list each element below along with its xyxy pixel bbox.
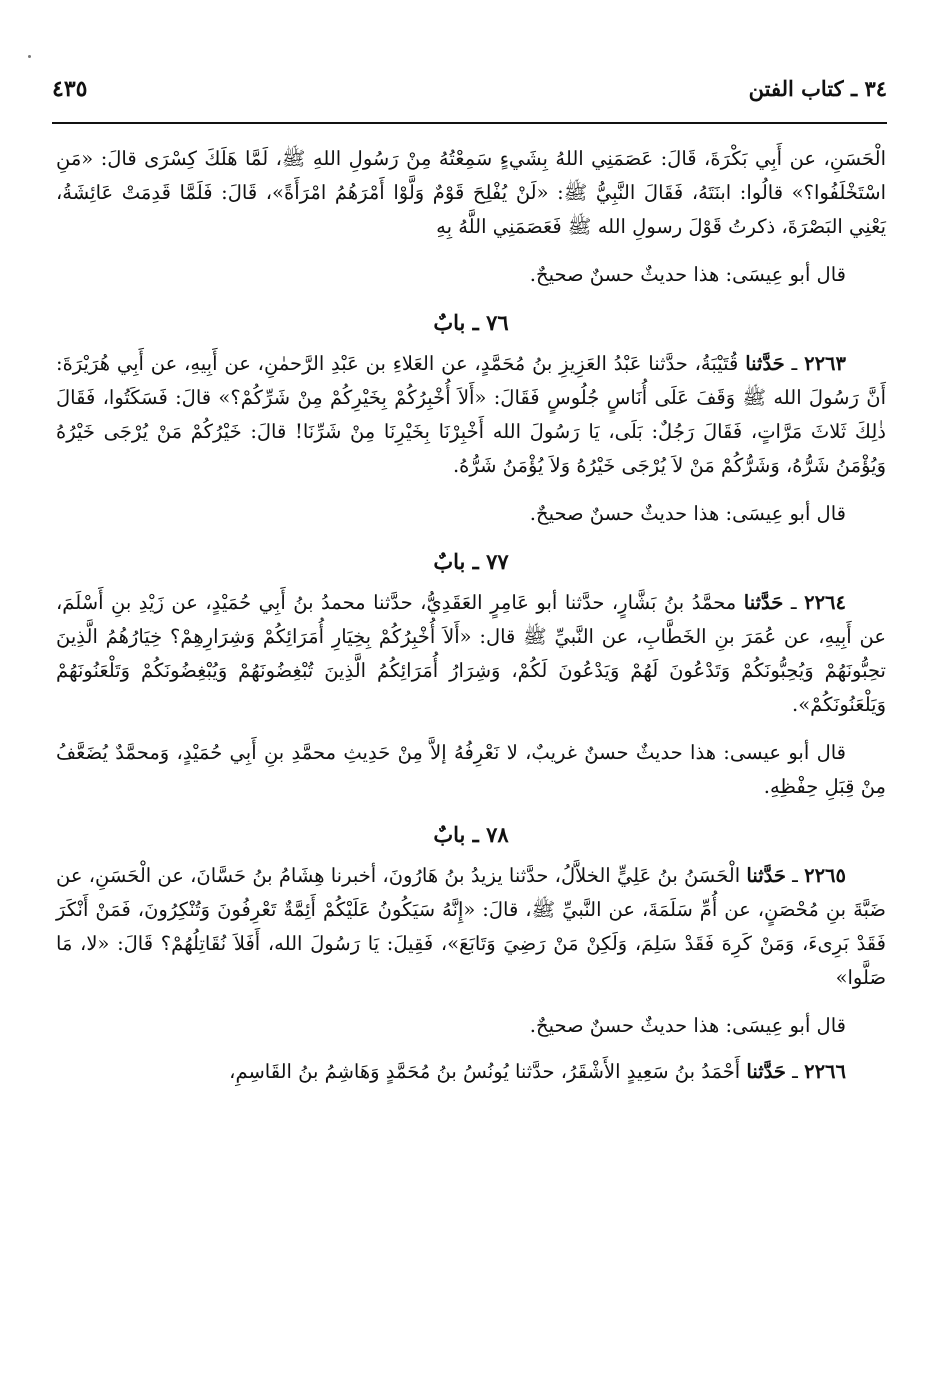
page-header [52,68,887,124]
intro-grading: قال أبو عِيسَى: هذا حديثٌ حسنٌ صحيحٌ. [529,263,846,286]
section-77 [56,549,886,804]
hadith-text: قُتَيْبَةُ، حدَّثنا عَبْدُ العَزِيزِ بنُ مُحَمَّدٍ، عن العَلاءِ بن عَبْدِ الرَّحمٰنِ، عن أَبِيهِ، عن أَبِي هُرَيْرَةَ: أَنَّ رَسُولَ الله ﷺ وَقَفَ عَلَى أُنَاسٍ جُلُوسٍ فَقَالَ: «أَلاَ أُخْبِرُكُمْ بِخَيْرِكُمْ مِنْ شَرِّكُمْ؟» قالَ: فَسَكَتُوا، فَقَالَ ذٰلِكَ ثَلاثَ مَرَّاتٍ، فَقَالَ رَجُلٌ: بَلَى، يَا رَسُولَ الله أَخْبِرْنَا بِخَيْرِنَا مِنْ شَرِّنَا! قالَ: خَيْرُكُمْ مَنْ يُرْجَى خَيْرُهُ وَيُؤْمَنُ شَرُّهُ، وَشَرُّكُمْ مَنْ لاَ يُرْجَى خَيْرُهُ وَلاَ يُؤْمَنُ شَرُّهُ. [56,352,886,477]
hadith-text: محمَّدُ بنُ بَشَّارٍ، حدَّثنا أبو عَامِرٍ العَقَدِيُّ، حدَّثنا محمدُ بنُ أَبِي حُمَيْدٍ، عن زَيْدِ بنِ أَسْلَمَ، عن أَبِيهِ، عن عُمَرَ بنِ الخَطَّابِ، عن النَّبيِّ ﷺ قال: «أَلاَ أُخْبِرُكُمْ بِخِيَارِ أُمَرَائِكُمْ وَشِرَارِهِمْ؟ خِيَارُهُمُ الَّذِينَ تحِبُّونَهُمْ وَيُحِبُّونَكُمْ وَتَدْعُونَ لَهُمْ وَيَدْعُونَ لَكُمْ، وَشِرَارُ أُمَرَائِكُمُ الَّذِينَ تُبْغِضُونَهُمْ وَيُبْغِضُونَكُمْ وَتَلْعَنُونَهُمْ وَيَلْعَنُونَكُمْ». [56,591,886,716]
intro-paragraph: الْحَسَنِ، عن أَبِي بَكْرَةَ، قَالَ: عَصَمَنِي اللهُ بِشَيءٍ سَمِعْتُهُ مِنْ رَسُولِ اللهِ ﷺ، لَمَّا هَلَكَ كِسْرَى قالَ: «مَنِ اسْتَخْلَفُوا؟» قالُوا: ابنَتَهُ، فَقَالَ النَّبِيُّ ﷺ: «لَنْ يُفْلِحَ قَوْمٌ وَلَّوْا أَمْرَهُمُ امْرَأَةً»، قَالَ: فَلَمَّا قَدِمَتْ عَائِشَةُ، يَعْنِي البَصْرَةَ، ذكرتُ قَوْلَ رسولِ الله ﷺ فَعَصَمَنِي اللَّهُ بِهِ [56,147,886,238]
haddathana-word: حَدَّثنا [743,591,784,614]
hadith-number: ٢٢٦٤ [804,591,846,614]
hadith-grading: قال أبو عيسى: هذا حديثٌ حسنٌ غريبٌ، لا نَعْرِفُهُ إلاَّ مِنْ حَدِيثِ محمَّدِ بنِ أَبِي حُمَيْدٍ، وَمحمَّدٌ يُضَعَّفُ مِنْ قِبَلِ حِفْظِهِ. [56,741,886,798]
page-body [56,142,886,1089]
section-78 [56,822,886,1043]
hadith-number: ٢٢٦٣ [804,352,846,375]
hadith-text: أَحْمَدُ بنُ سَعِيدٍ الأَشْقَرُ، حدَّثنا يُونُسُ بنُ مُحَمَّدٍ وَهَاشِمُ بنُ القَاسِمِ، [229,1060,741,1083]
header-rule [52,122,887,124]
section-heading: ٧٧ ـ بابٌ [433,549,509,574]
section-heading: ٧٦ ـ بابٌ [433,310,509,335]
hadith-grading: قال أبو عِيسَى: هذا حديثٌ حسنٌ صحيحٌ. [529,502,846,525]
hadith-number: ٢٢٦٥ [804,864,846,887]
section-heading: ٧٨ ـ بابٌ [433,822,509,847]
chapter-title: ٣٤ ـ كتاب الفتن [748,76,887,101]
hadith-number: ٢٢٦٦ [804,1060,846,1083]
scan-speck [28,55,31,58]
hadith-paragraph-last: ٢٢٦٦ ـ حَدَّثنا أَحْمَدُ بنُ سَعِيدٍ الأَشْقَرُ، حدَّثنا يُونُسُ بنُ مُحَمَّدٍ وَهَاشِمُ بنُ القَاسِمِ، [229,1060,846,1083]
hadith-paragraph: ٢٢٦٣ ـ حَدَّثنا قُتَيْبَةُ، حدَّثنا عَبْدُ العَزِيزِ بنُ مُحَمَّدٍ، عن العَلاءِ بن عَبْدِ الرَّحمٰنِ، عن أَبِيهِ، عن أَبِي هُرَيْرَةَ: أَنَّ رَسُولَ الله ﷺ وَقَفَ عَلَى أُنَاسٍ جُلُوسٍ فَقَالَ: «أَلاَ أُخْبِرُكُمْ بِخَيْرِكُمْ مِنْ شَرِّكُمْ؟» قالَ: فَسَكَتُوا، فَقَالَ ذٰلِكَ ثَلاثَ مَرَّاتٍ، فَقَالَ رَجُلٌ: بَلَى، يَا رَسُولَ الله أَخْبِرْنَا بِخَيْرِنَا مِنْ شَرِّنَا! قالَ: خَيْرُكُمْ مَنْ يُرْجَى خَيْرُهُ وَيُؤْمَنُ شَرُّهُ، وَشَرُّكُمْ مَنْ لاَ يُرْجَى خَيْرُهُ وَلاَ يُؤْمَنُ شَرُّهُ. [56,352,886,477]
haddathana-word: حَدَّثنا [745,352,785,375]
hadith-grading: قال أبو عِيسَى: هذا حديثٌ حسنٌ صحيحٌ. [529,1014,846,1037]
hadith-text: الْحَسَنُ بنُ عَلِيٍّ الخلاَّلُ، حدَّثنا يزيدُ بنُ هَارُونَ، أخبرنا هِشَامُ بنُ حَسَّانَ، عن الْحَسَنِ، عن ضَبَّةَ بنِ مُحْصَنٍ، عن أُمِّ سَلَمَةَ، عن النَّبيِّ ﷺ، قالَ: «إِنَّهُ سَيَكُونُ عَلَيْكُمْ أَئِمَّةٌ تَعْرِفُونَ وَتُنْكِرُونَ، فَمَنْ أَنْكَرَ فَقَدْ بَرِىءَ، وَمَنْ كَرِهَ فَقَدْ سَلِمَ، وَلَكِنْ مَنْ رَضِيَ وَتَابَعَ»، فَقِيلَ: يَا رَسُولَ الله، أَفَلاَ نُقَاتِلُهُمْ؟ قَالَ: «لا، مَا صَلَّوا» [56,864,886,989]
page-number: ٤٣٥ [52,76,88,102]
haddathana-word: حَدَّثنا [746,864,786,887]
hadith-paragraph: ٢٢٦٤ ـ حَدَّثنا محمَّدُ بنُ بَشَّارٍ، حدَّثنا أبو عَامِرٍ العَقَدِيُّ، حدَّثنا محمدُ بنُ أَبِي حُمَيْدٍ، عن زَيْدِ بنِ أَسْلَمَ، عن أَبِيهِ، عن عُمَرَ بنِ الخَطَّابِ، عن النَّبيِّ ﷺ قال: «أَلاَ أُخْبِرُكُمْ بِخِيَارِ أُمَرَائِكُمْ وَشِرَارِهِمْ؟ خِيَارُهُمُ الَّذِينَ تحِبُّونَهُمْ وَيُحِبُّونَكُمْ وَتَدْعُونَ لَهُمْ وَيَدْعُونَ لَكُمْ، وَشِرَارُ أُمَرَائِكُمُ الَّذِينَ تُبْغِضُونَهُمْ وَيُبْغِضُونَكُمْ وَتَلْعَنُونَهُمْ وَيَلْعَنُونَكُمْ». [56,591,886,716]
section-76 [56,310,886,531]
hadith-paragraph: ٢٢٦٥ ـ حَدَّثنا الْحَسَنُ بنُ عَلِيٍّ الخلاَّلُ، حدَّثنا يزيدُ بنُ هَارُونَ، أخبرنا هِشَامُ بنُ حَسَّانَ، عن الْحَسَنِ، عن ضَبَّةَ بنِ مُحْصَنٍ، عن أُمِّ سَلَمَةَ، عن النَّبيِّ ﷺ، قالَ: «إِنَّهُ سَيَكُونُ عَلَيْكُمْ أَئِمَّةٌ تَعْرِفُونَ وَتُنْكِرُونَ، فَمَنْ أَنْكَرَ فَقَدْ بَرِىءَ، وَمَنْ كَرِهَ فَقَدْ سَلِمَ، وَلَكِنْ مَنْ رَضِيَ وَتَابَعَ»، فَقِيلَ: يَا رَسُولَ الله، أَفَلاَ نُقَاتِلُهُمْ؟ قَالَ: «لا، مَا صَلَّوا» [56,864,886,989]
haddathana-word: حَدَّثنا [746,1060,786,1083]
